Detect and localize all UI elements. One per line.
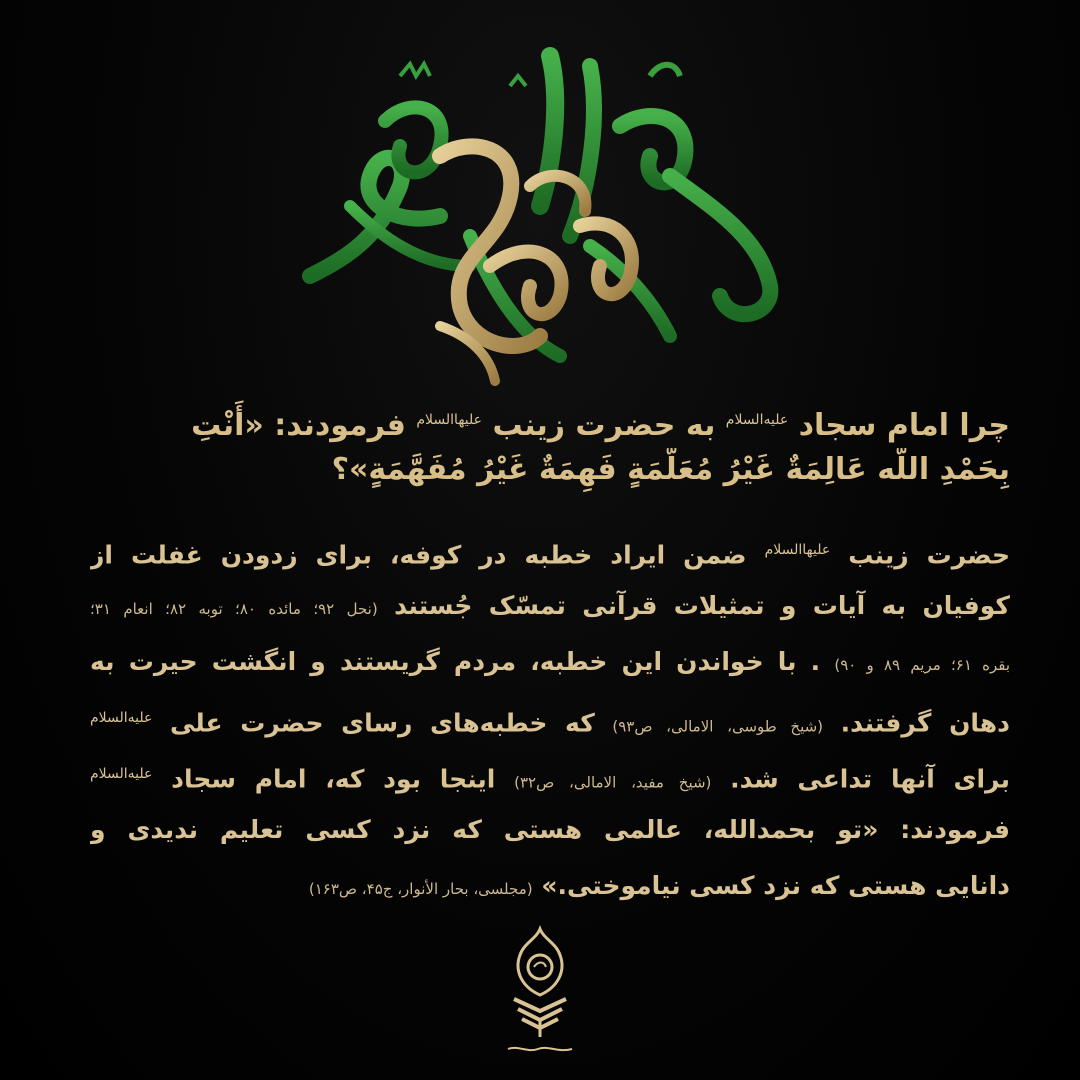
body-text: دانایی هستی که نزد کسی نیاموختی.» [541, 871, 1010, 900]
honorific-sign: علیهاالسلام [416, 412, 482, 428]
body-line-7 [90, 858, 1010, 914]
citation: بقره ۶۱؛ مریم ۸۹ و ۹۰) [834, 656, 1010, 674]
body-line-4 [90, 690, 1010, 746]
body-text: . با خواندن این خطبه، مردم گریستند و انگشت حیرت به [90, 647, 821, 676]
title-line-1 [70, 398, 1010, 448]
honorific-sign: علیه‌السلام [725, 412, 789, 428]
body-line-3 [90, 634, 1010, 690]
title-line-2: بِحَمْدِ اللّه عَالِمَةٌ غَیْرُ مُعَلَّمَةٍ فَهِمَةٌ غَیْرُ مُفَهَّمَةٍ»؟ [331, 452, 1010, 487]
arabic-calligraphy-artwork [290, 36, 790, 386]
body-text: دهان گرفتند. [840, 708, 1010, 738]
body-text: که خطبه‌های رسای حضرت علی [170, 708, 595, 738]
citation: (نحل ۹۲؛ مائده ۸۰؛ توبه ۸۲؛ انعام ۳۱؛ [90, 600, 378, 618]
title-text: به حضرت زینب [492, 408, 716, 443]
honorific-sign: علیه‌السلام [90, 766, 153, 782]
citation: (شیخ طوسی، الامالی، ص۹۳) [612, 717, 824, 736]
body-paragraph [90, 522, 1010, 914]
honorific-sign: علیه‌السلام [90, 710, 153, 726]
body-text: کوفیان به آیات و تمثیلات قرآنی تمسّک جُستند [394, 591, 1010, 620]
institution-emblem-logo [500, 925, 580, 1065]
honorific-sign: علیهاالسلام [764, 542, 831, 558]
body-line-1 [90, 522, 1010, 578]
body-text: برای آنها تداعی شد. [730, 764, 1010, 794]
body-text: ضمن ایراد خطبه در کوفه، برای زدودن غفلت از [90, 540, 747, 570]
body-line-6: فرمودند: «تو بحمدالله، عالمی هستی که نزد کسی تعلیم ندیدی و [90, 815, 1010, 844]
title-text: فرمودند: «أَنْتِ [191, 408, 406, 443]
title-question [70, 398, 1010, 492]
citation: (مجلسی، بحار الأنوار، ج۴۵، ص۱۶۳) [308, 880, 533, 898]
body-line-5 [90, 746, 1010, 802]
body-line-2 [90, 578, 1010, 634]
citation: (شیخ مفید، الامالی، ص۳۲) [514, 773, 712, 792]
body-text: حضرت زینب [848, 540, 1010, 570]
body-text: اینجا بود که، امام سجاد [171, 764, 496, 794]
title-text: چرا امام سجاد [798, 408, 1010, 443]
